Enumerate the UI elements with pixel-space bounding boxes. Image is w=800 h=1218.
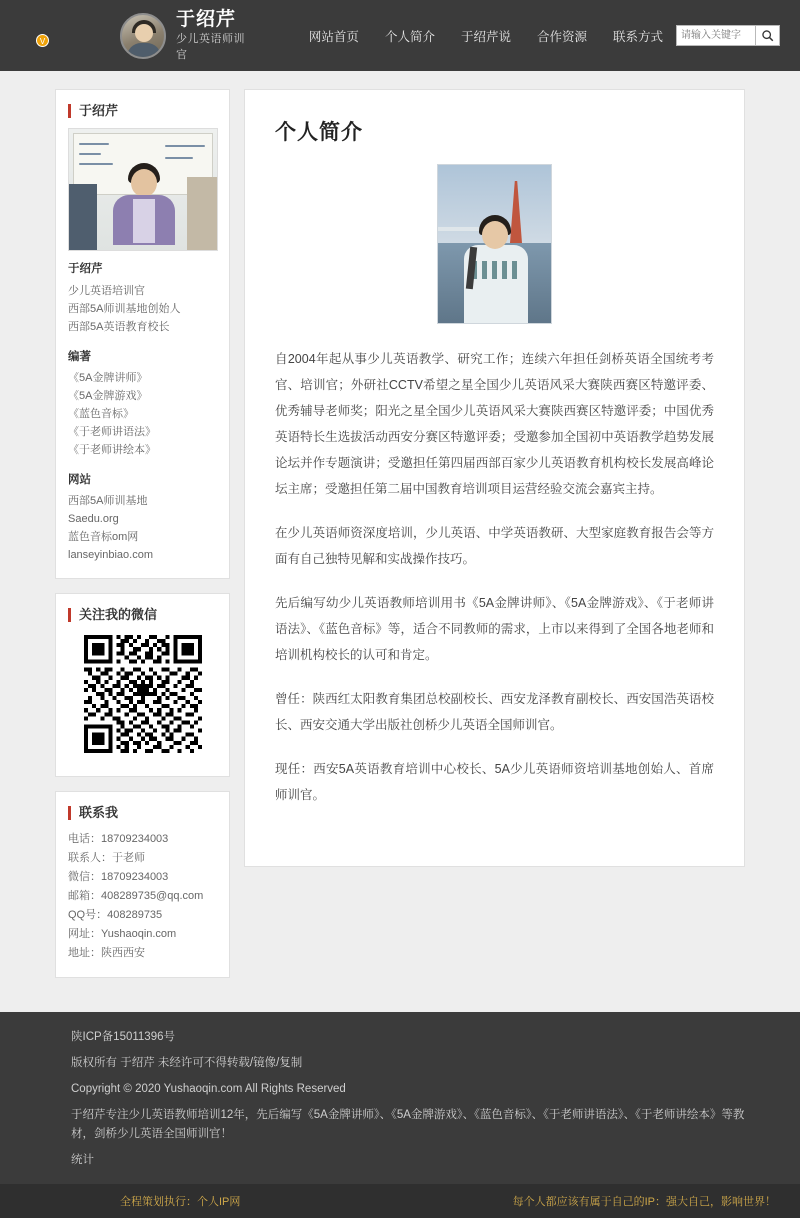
sidebar-site-link[interactable]: lanseyinbiao.com: [68, 549, 153, 561]
search-icon: [761, 29, 774, 42]
site-logo[interactable]: [39, 8, 248, 63]
sidebar-book-item: 《5A金牌游戏》: [68, 390, 148, 402]
verified-badge-icon: V: [36, 34, 49, 47]
sidebar-site-link[interactable]: Saedu.org: [68, 513, 119, 525]
sidebar-site-item: 蓝色音标om网: [68, 531, 139, 543]
footer-stats-link[interactable]: 统计: [71, 1154, 94, 1166]
avatar: [120, 13, 166, 59]
sidebar-role-item: 西部5A英语教育校长: [68, 321, 170, 333]
sidebar-books: [68, 369, 217, 459]
site-header: [0, 0, 800, 71]
nav-item-blog[interactable]: 于绍芹说: [460, 29, 511, 44]
site-title: 于绍芹: [176, 8, 237, 30]
sidebar-books-label: 编著: [68, 351, 91, 363]
sidebar-profile-card: [55, 89, 230, 579]
nav-item-contact[interactable]: 联系方式: [612, 29, 663, 44]
contact-qq: QQ号：408289735: [68, 909, 163, 921]
contact-list: [68, 830, 217, 963]
search-box: [676, 25, 780, 46]
sidebar-wechat-card: [55, 593, 230, 777]
nav-item-resources[interactable]: 合作资源: [536, 29, 587, 44]
bio-paragraph: 曾任：陕西红太阳教育集团总校副校长、西安龙泽教育副校长、西安国浩英语校长、西安交通大学出版社创桥少儿英语全国师训官。: [275, 692, 714, 732]
bio-paragraph: 自2004年起从事少儿英语教学、研究工作；连续六年担任剑桥英语全国统考考官、培训官；外研社CCTV希望之星全国少儿英语风采大赛陕西赛区特邀评委、优秀辅导老师奖；阳光之星全国少儿英语风采大赛陕西赛区特邀评委；中国优秀英语特长生选拔活动西安分赛区特邀评委；受邀参加全国初中英语教学趋势发展论坛并作专题演讲；受邀担任第四届西部百家少儿英语教育机构校长发展高峰论坛主席；受邀担任第二届中国教育培训项目运营经验交流会嘉宾主持。: [275, 352, 714, 496]
page-title: 个人简介: [275, 121, 363, 144]
sidebar-book-item: 《于老师讲语法》: [68, 426, 156, 438]
contact-email: 邮箱：408289735@qq.com: [68, 890, 204, 902]
footer-description: 于绍芹专注少儿英语教师培训12年，先后编写《5A金牌讲师》、《5A金牌游戏》、《蓝色音标》、《于老师讲语法》、《于老师讲绘本》等教材，剑桥少儿英语全国师训官！: [71, 1109, 745, 1140]
footer-icp[interactable]: 陕ICP备15011396号: [71, 1031, 175, 1043]
contact-address: 地址：陕西西安: [68, 947, 145, 959]
site-footer: [0, 1012, 800, 1184]
sidebar-book-item: 《5A金牌讲师》: [68, 372, 148, 384]
main-nav: [296, 21, 676, 51]
nav-item-home[interactable]: 网站首页: [308, 29, 359, 44]
search-input[interactable]: [676, 25, 756, 46]
sidebar-book-item: 《蓝色音标》: [68, 408, 134, 420]
footer-copyright-notice: 版权所有 于绍芹 未经许可不得转载/镜像/复制: [71, 1057, 303, 1069]
sidebar-role-item: 少儿英语培训官: [68, 285, 145, 297]
footer-bar-right: 每个人都应该有属于自己的IP：强大自己，影响世界！: [512, 1196, 776, 1208]
sidebar: [55, 89, 230, 992]
nav-item-profile[interactable]: 个人简介: [384, 29, 435, 44]
main-content: [244, 89, 745, 867]
contact-phone: 电话：18709234003: [68, 833, 169, 845]
qr-code-icon: [84, 635, 202, 753]
wechat-qr-code: [83, 634, 203, 754]
bio-paragraph: 在少儿英语师资深度培训，少儿英语、中学英语教研、大型家庭教育报告会等方面有自己独特见解和实战操作技巧。: [275, 526, 714, 566]
sidebar-sites: [68, 492, 217, 564]
sidebar-site-item: 西部5A师训基地: [68, 495, 148, 507]
contact-wechat: 微信：18709234003: [68, 871, 169, 883]
footer-bar: [0, 1184, 800, 1218]
sidebar-roles: [68, 282, 217, 336]
contact-website[interactable]: 网址：Yushaoqin.com: [68, 928, 177, 940]
sidebar-contact-title: 联系我: [68, 806, 217, 820]
sidebar-sites-label: 网站: [68, 474, 91, 486]
bio-paragraph: 现任：西安5A英语教育培训中心校长、5A少儿英语师资培训基地创始人、首席师训官。: [275, 762, 714, 802]
main-portrait-photo: [437, 164, 552, 324]
bio-paragraph: 先后编写幼少儿英语教师培训用书《5A金牌讲师》、《5A金牌游戏》、《于老师讲语法》、《蓝色音标》等，适合不同教师的需求，上市以来得到了全国各地老师和培训机构校长的认可和肯定。: [275, 596, 714, 662]
sidebar-wechat-title: 关注我的微信: [68, 608, 217, 622]
sidebar-person-name: 于绍芹: [68, 263, 103, 275]
footer-copyright: Copyright © 2020 Yushaoqin.com All Rights Reserved: [71, 1083, 346, 1095]
site-subtitle: 少儿英语师训官: [176, 32, 245, 61]
sidebar-contact-card: [55, 791, 230, 978]
sidebar-book-item: 《于老师讲绘本》: [68, 444, 156, 456]
search-button[interactable]: [756, 25, 780, 46]
sidebar-profile-photo: [68, 128, 218, 251]
page-body: [0, 71, 800, 1012]
footer-bar-left[interactable]: 全程策划执行：个人IP网: [120, 1196, 241, 1208]
sidebar-profile-title: 于绍芹: [68, 104, 217, 118]
contact-person: 联系人：于老师: [68, 852, 145, 864]
sidebar-role-item: 西部5A师训基地创始人: [68, 303, 181, 315]
